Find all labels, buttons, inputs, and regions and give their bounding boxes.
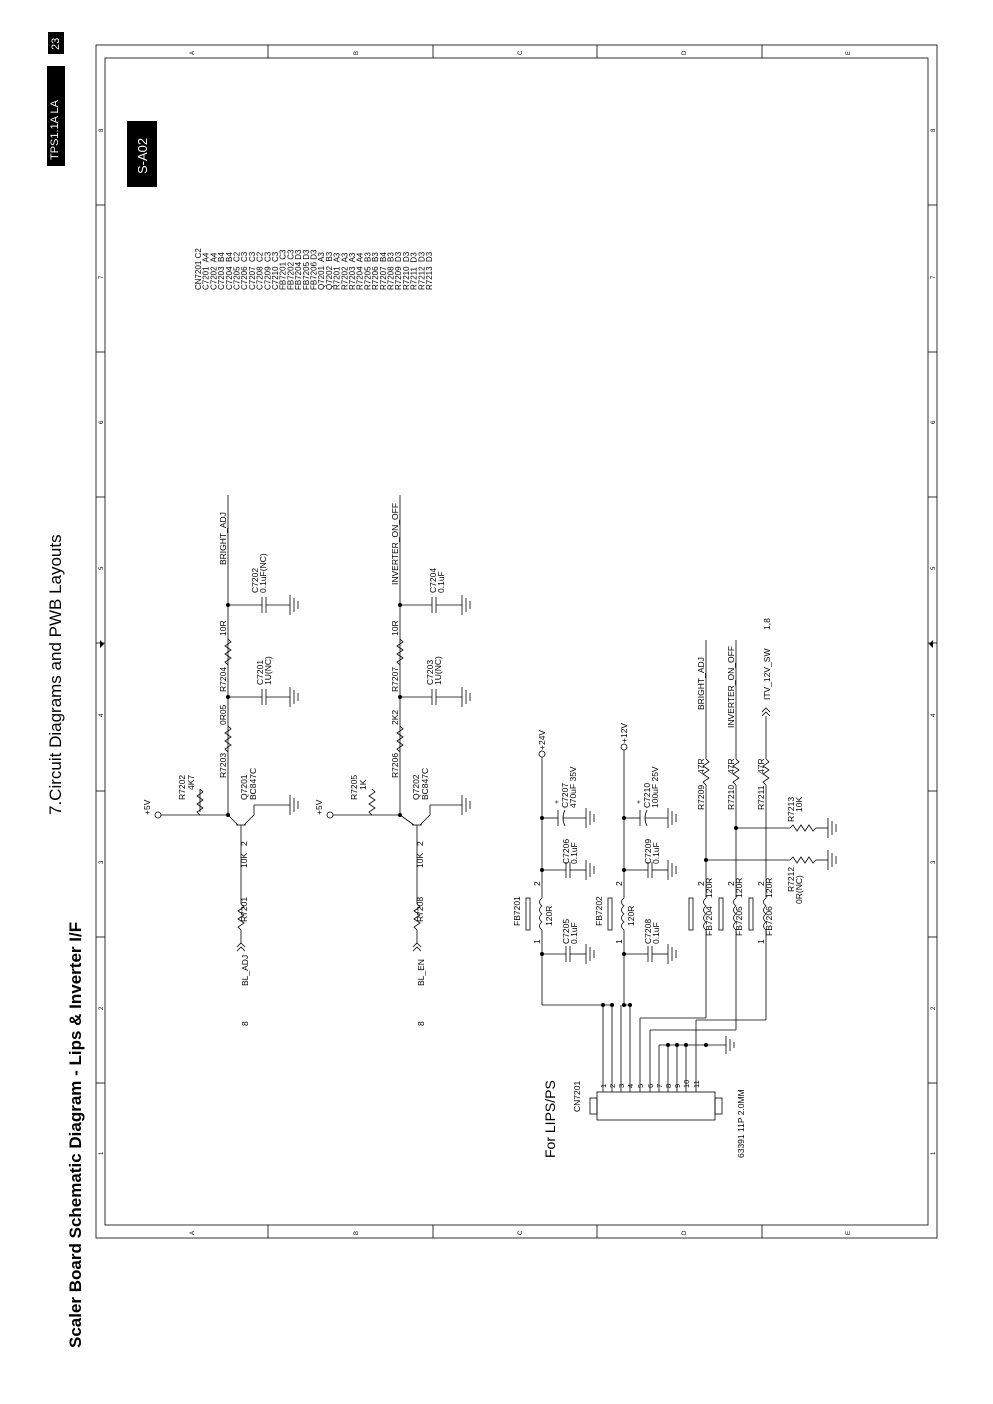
- parts-index-entry: C7208 C2: [255, 251, 265, 290]
- c7205-value: 0.1uF: [569, 922, 579, 944]
- r7202-value: 4K7: [186, 774, 196, 790]
- fb7204-pin2: 2: [696, 881, 706, 886]
- fb7202-pin2: 2: [614, 881, 624, 886]
- c7202-ref: C7202: [250, 567, 260, 593]
- parts-index-entry: R7202 A3: [340, 252, 350, 290]
- r7208-value: 10K: [415, 852, 425, 868]
- col-number-right: 2: [931, 1006, 937, 1010]
- supply-b: +5V: [314, 799, 324, 815]
- r7210-value: 47R: [726, 758, 736, 774]
- row-letter-top: E: [846, 50, 852, 55]
- fb7206-value: 120R: [764, 877, 774, 898]
- fb7201-pin2: 2: [532, 881, 542, 886]
- parts-index-entry: R7207 B4: [378, 252, 388, 290]
- net-inverter-on-off: INVERTER_ON_OFF: [726, 645, 736, 728]
- net-bright-adj: BRIGHT_ADJ: [696, 657, 706, 710]
- c7206-value: 0.1uF: [569, 842, 579, 864]
- col-number-right: 5: [931, 566, 937, 570]
- parts-index-entry: FB7201 C3: [278, 249, 288, 290]
- ground-symbols-a: [290, 595, 298, 815]
- supply-a: +5V: [142, 799, 152, 815]
- parts-index-entry: C7201 A4: [201, 252, 211, 290]
- r7204-value: 10R: [218, 620, 228, 636]
- fb7205-value: 120R: [734, 877, 744, 898]
- parts-index-entry: R7204 A4: [355, 252, 365, 290]
- c7202-value: 0.1uF(NC): [258, 553, 268, 593]
- r7211-ref: R7211: [756, 785, 766, 810]
- connector-ref: CN7201: [572, 1080, 582, 1112]
- connector-pin-number: 3: [617, 1083, 626, 1088]
- r7201-ref: R7201: [239, 896, 249, 922]
- col-number-right: 3: [931, 860, 937, 864]
- col-number-right: 6: [931, 420, 937, 424]
- parts-index-entry: C7206 C3: [240, 251, 250, 290]
- col-number-left: 6: [99, 420, 105, 424]
- r7209-value: 47R: [696, 758, 706, 774]
- c7204-value: 0.1uF: [436, 571, 446, 593]
- row-letter-bottom: B: [354, 1230, 360, 1235]
- col-number-right: 7: [931, 275, 937, 279]
- connector-pin-number: 8: [664, 1083, 673, 1088]
- r7201-pin: 2: [239, 841, 249, 846]
- page-title: Scaler Board Schematic Diagram - Lips & Inverter I/F: [66, 921, 85, 1348]
- fb7201-value: 120R: [544, 905, 554, 926]
- c7210-value: 100uF 25V: [650, 766, 660, 808]
- input-label-bl-adj: BL_ADJ: [240, 954, 250, 986]
- c7210-ref: C7210: [642, 782, 652, 808]
- c7209-ref: C7209: [643, 838, 653, 864]
- parts-index-entry: R7210 D3: [401, 251, 411, 290]
- fb7204-value: 120R: [704, 877, 714, 898]
- c7204-ref: C7204: [428, 567, 438, 593]
- parts-index-entry: R7212 D3: [417, 251, 427, 290]
- parts-index-entry: C7203 B4: [217, 252, 227, 290]
- c7206-ref: C7206: [561, 838, 571, 864]
- row-letter-top: B: [354, 50, 360, 55]
- row-letter-bottom: D: [682, 1230, 688, 1235]
- ground-symbols-interface: [828, 818, 836, 870]
- c7207-value: 470uF 35V: [568, 766, 578, 808]
- parts-index-entry: C7209 C3: [263, 251, 273, 290]
- r7205-value: 1K: [358, 779, 368, 790]
- parts-index-entry: R7201 A3: [332, 252, 342, 290]
- connector-part-number: 63391 11P 2.0MM: [736, 1089, 746, 1158]
- q7202-ref: Q7202: [411, 774, 421, 800]
- r7206-value: 2K2: [390, 709, 400, 725]
- r7208-pin: 2: [415, 841, 425, 846]
- r7203-value: 0R05: [218, 704, 228, 725]
- col-number-left: 7: [99, 275, 105, 279]
- parts-index-entry: FB7206 D3: [309, 249, 319, 290]
- r7202-ref: R7202: [177, 774, 187, 800]
- net-itv-12v-sw: ITV_12V_SW: [762, 648, 772, 700]
- col-number-right: 1: [931, 1151, 937, 1155]
- col-number-right: 8: [931, 128, 937, 132]
- c7207-ref: C7207: [560, 782, 570, 808]
- parts-index-entry: C7204 B4: [224, 252, 234, 290]
- q7201-ref: Q7201: [239, 774, 249, 800]
- fb7202-ref: FB7202: [594, 896, 604, 926]
- fb7201-pin1: 1: [532, 939, 542, 944]
- parts-index-entry: Q7201 A3: [317, 252, 327, 290]
- model-code: TPS1.1A LA: [49, 100, 61, 160]
- c7201-ref: C7201: [255, 659, 265, 685]
- r7210-ref: R7210: [726, 784, 736, 810]
- parts-index-entry: C7207 C3: [247, 251, 257, 290]
- parts-index-entry: FB7204 D3: [294, 249, 304, 290]
- r7203-ref: R7203: [218, 752, 228, 778]
- r7212-value: 0R(NC): [794, 875, 804, 904]
- row-letter-bottom: C: [518, 1230, 524, 1235]
- row-letter-bottom: A: [190, 1230, 196, 1235]
- c7205-ref: C7205: [561, 918, 571, 944]
- fb7204-ref: FB7204: [704, 906, 714, 936]
- row-letter-top: C: [518, 50, 524, 55]
- input-ref-b: 8: [416, 1021, 426, 1026]
- connector-pin-number: 7: [655, 1083, 664, 1088]
- c7203-value: 1U(NC): [433, 656, 443, 685]
- c7210-plus: +: [636, 799, 643, 804]
- r7201-value: 10K: [239, 852, 249, 868]
- connector-pin-number: 1: [599, 1083, 608, 1088]
- col-number-left: 4: [99, 713, 105, 717]
- center-arrows: [100, 640, 933, 648]
- row-letter-bottom: E: [846, 1230, 852, 1235]
- parts-index-entry: Q7202 B3: [324, 251, 334, 290]
- c7201-value: 1U(NC): [263, 656, 273, 685]
- ground-symbols-b: [462, 595, 470, 815]
- fb7206-pin1: 1: [756, 939, 766, 944]
- col-number-left: 2: [99, 1006, 105, 1010]
- col-number-left: 1: [99, 1151, 105, 1155]
- parts-index: [194, 248, 434, 290]
- parts-index-entry: C7210 C3: [271, 251, 280, 290]
- itv-ref: 1,8: [762, 618, 772, 630]
- r7213-ref: R7213: [786, 796, 796, 822]
- r7209-ref: R7209: [696, 784, 706, 810]
- connector-pin-number: 2: [608, 1083, 617, 1088]
- connector-pin-number: 6: [646, 1083, 655, 1088]
- col-number-left: 8: [99, 128, 105, 132]
- output-net-a: BRIGHT_ADJ: [218, 512, 228, 565]
- r7211-value: 47R: [756, 758, 766, 774]
- fb7205-ref: FB7205: [734, 906, 744, 936]
- row-letter-top: D: [682, 50, 688, 55]
- circuit-b-wires: [369, 495, 462, 951]
- connector-pin-number: 5: [636, 1083, 645, 1088]
- parts-index-entry: R7206 B3: [371, 252, 381, 290]
- rail-12v: +12V: [619, 722, 629, 743]
- parts-index-entry: R7213 D3: [425, 251, 434, 290]
- parts-index-entry: FB7202 C3: [286, 249, 296, 290]
- r7212-ref: R7212: [786, 866, 796, 892]
- output-net-b: INVERTER_ON_OFF: [390, 502, 400, 585]
- parts-index-entry: R7208 B3: [386, 252, 396, 290]
- parts-index-entry: R7209 D3: [394, 251, 404, 290]
- connector-pin-number: 10: [682, 1079, 691, 1088]
- grid-labels: [99, 50, 937, 1235]
- row-letter-top: A: [190, 50, 196, 55]
- sheet-id: S-A02: [135, 137, 150, 174]
- fb7202-pin1: 1: [614, 939, 624, 944]
- connector-pin-number: 4: [626, 1083, 635, 1088]
- c7208-value: 0.1uF: [651, 922, 661, 944]
- input-label-bl-en: BL_EN: [416, 959, 426, 986]
- fb7201-ref: FB7201: [512, 896, 522, 926]
- r7207-value: 10R: [390, 620, 400, 636]
- ground-symbols-power: [586, 808, 676, 964]
- fb7202-value: 120R: [626, 905, 636, 926]
- connector-pin-number: 11: [692, 1080, 701, 1088]
- r7207-ref: R7207: [390, 666, 400, 692]
- col-number-right: 4: [931, 713, 937, 717]
- col-number-left: 5: [99, 566, 105, 570]
- parts-index-entry: R7203 A3: [348, 252, 357, 290]
- r7208-ref: R7208: [415, 896, 425, 922]
- c7209-value: 0.1uF: [651, 842, 661, 864]
- r7205-ref: R7205: [349, 774, 359, 800]
- parts-index-entry: R7205 B3: [363, 252, 373, 290]
- fb7206-ref: FB7206: [764, 906, 774, 936]
- circuit-a-wires: [197, 495, 290, 951]
- connector-pin-number: 9: [673, 1083, 682, 1088]
- input-ref-a: 8: [240, 1021, 250, 1026]
- c7207-plus: +: [554, 799, 561, 804]
- r7206-ref: R7206: [390, 752, 400, 778]
- connector-caption: For LIPS/PS: [542, 1080, 558, 1158]
- c7203-ref: C7203: [425, 659, 435, 685]
- rail-24v: +24V: [537, 729, 547, 750]
- r7213-value: 10K: [794, 796, 804, 812]
- parts-index-entry: R7211 D3: [409, 252, 419, 290]
- sheet-frame: [96, 45, 937, 1238]
- interface-wires: [526, 640, 828, 1030]
- parts-index-entry: C7202 A4: [209, 252, 219, 290]
- page-number: 23: [50, 37, 62, 50]
- col-number-left: 3: [99, 860, 105, 864]
- parts-index-entry: FB7205 D3: [301, 249, 311, 290]
- fb7206-pin2: 2: [756, 881, 766, 886]
- q7202-value: BC847C: [420, 767, 430, 800]
- parts-index-entry: C7205 C2: [232, 251, 242, 290]
- r7204-ref: R7204: [218, 666, 228, 692]
- c7208-ref: C7208: [643, 918, 653, 944]
- parts-index-entry: CN7201 C2: [194, 248, 203, 290]
- chapter-title: 7.Circuit Diagrams and PWB Layouts: [46, 534, 65, 815]
- q7201-value: BC847C: [248, 767, 258, 800]
- fb7205-pin2: 2: [726, 881, 736, 886]
